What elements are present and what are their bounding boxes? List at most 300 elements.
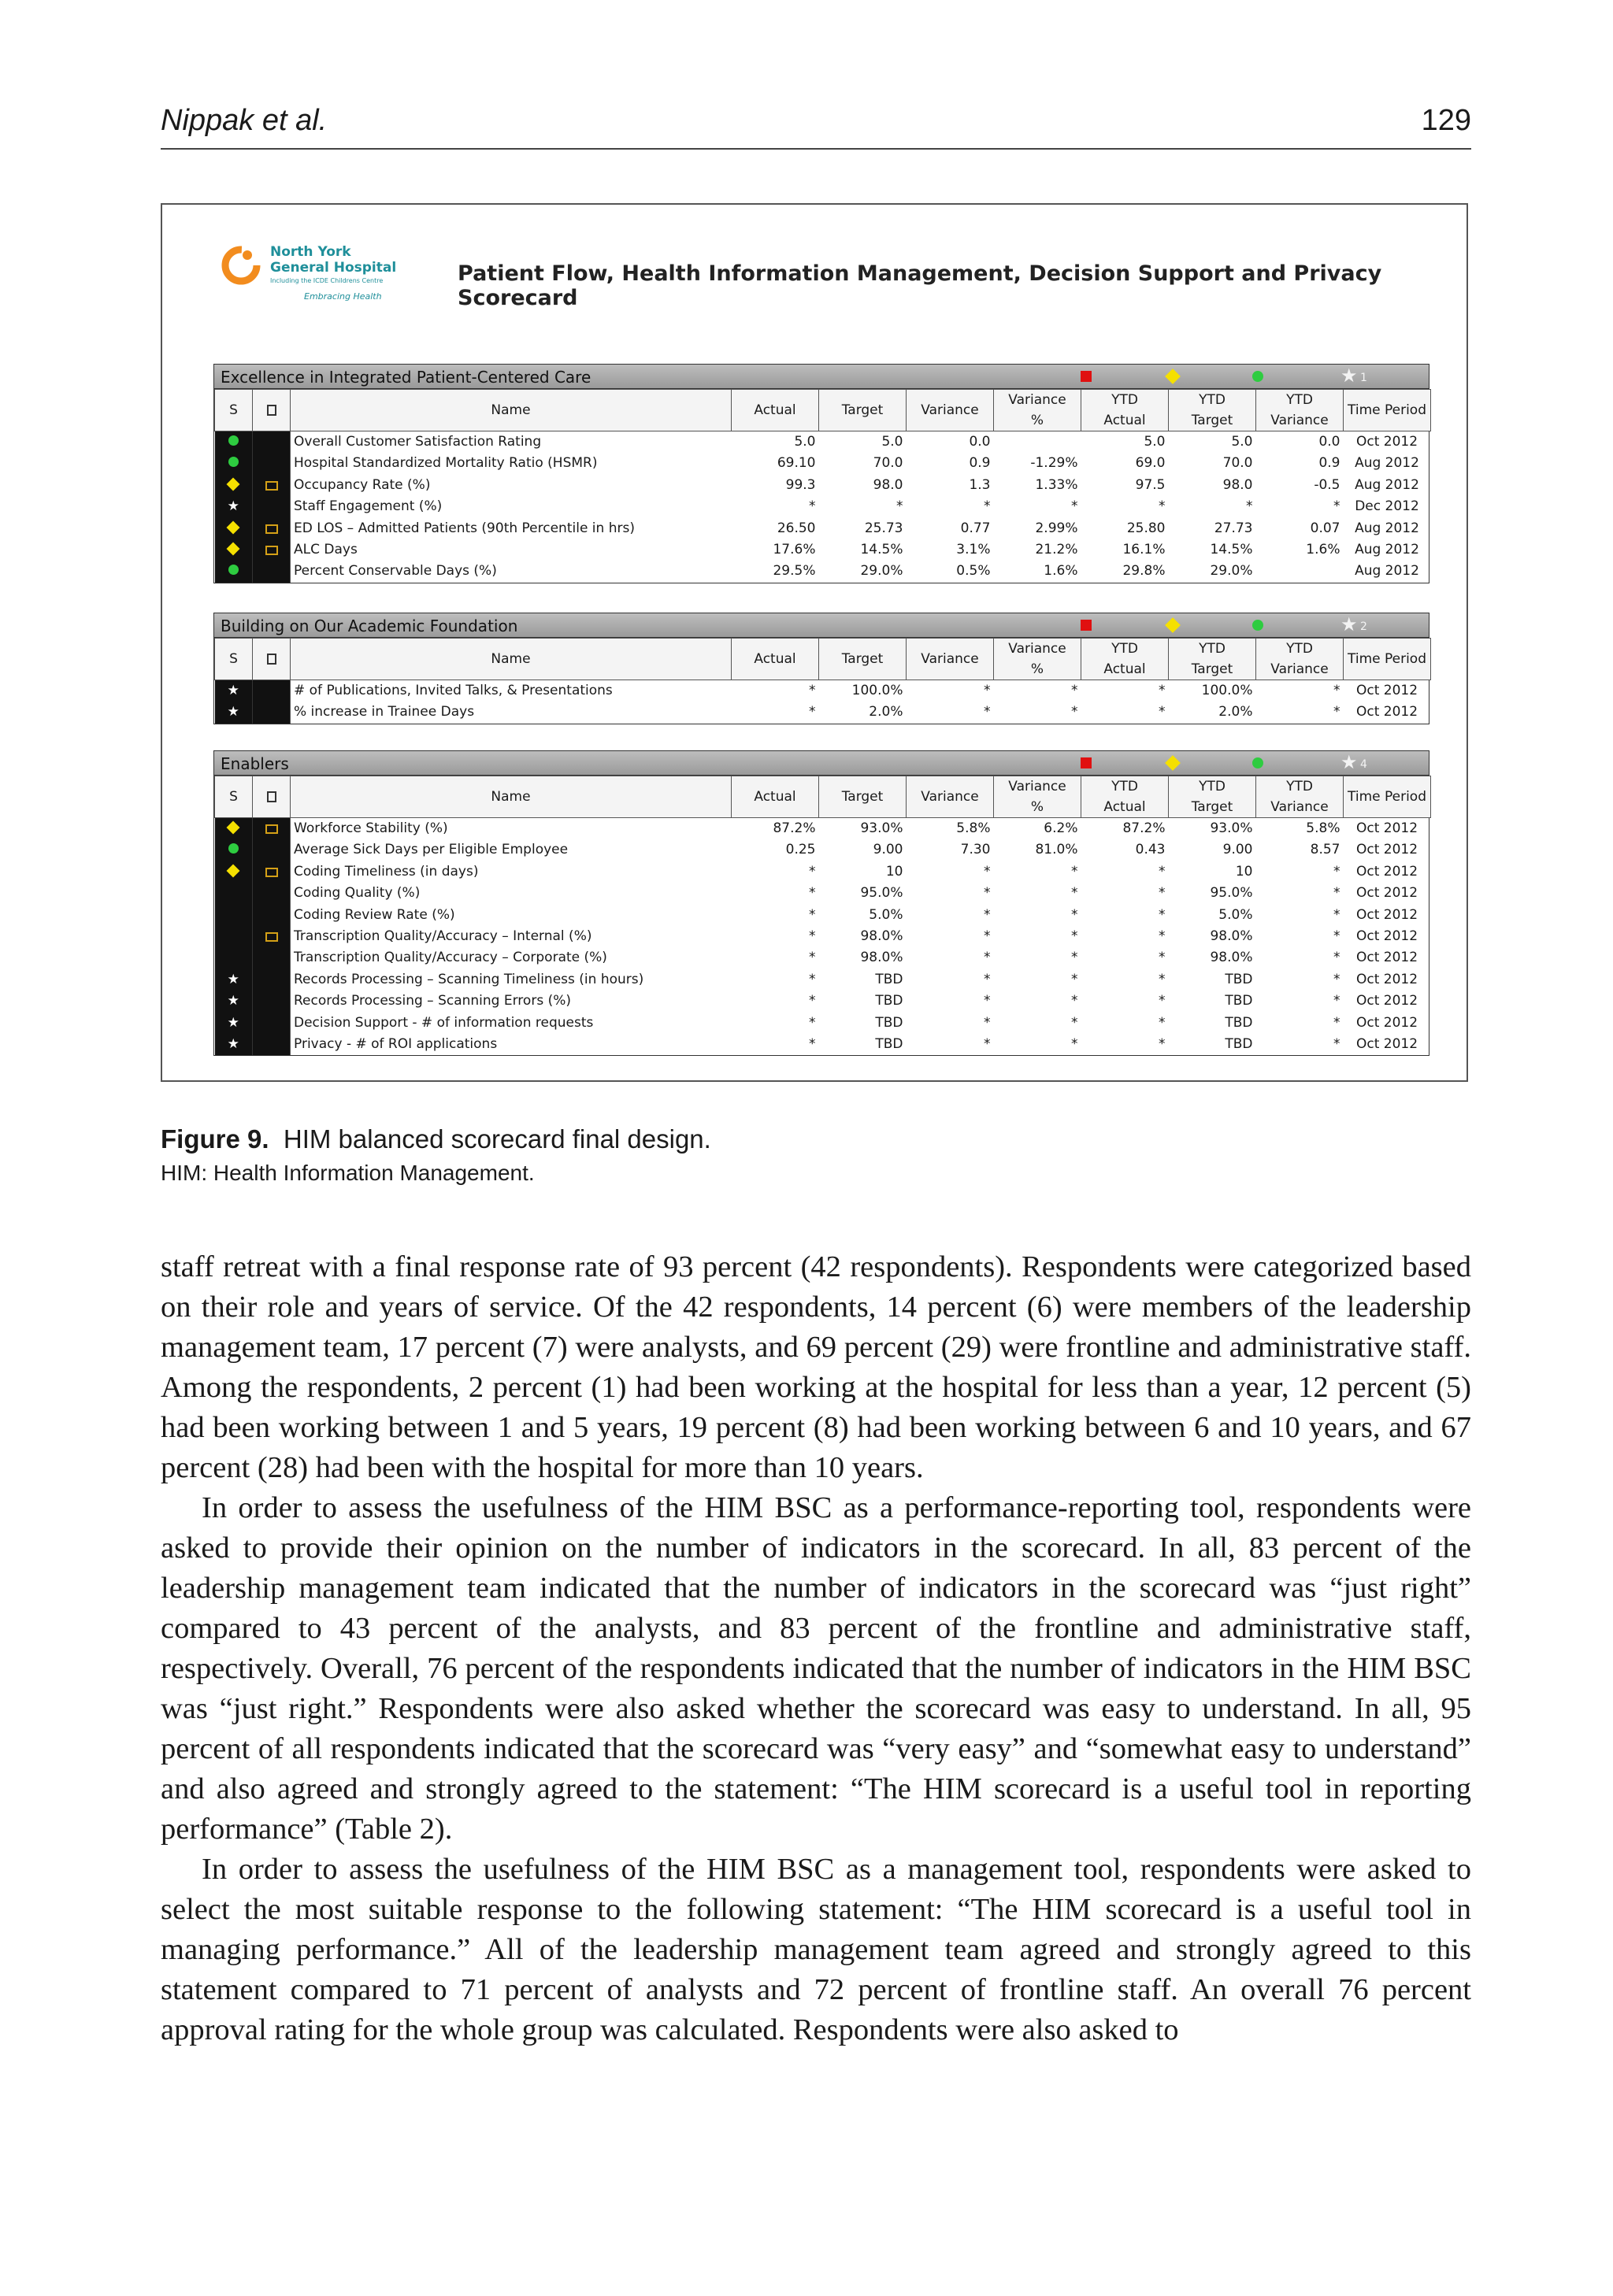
ytd-variance-value: * xyxy=(1333,950,1340,966)
ytd-actual-value: * xyxy=(1159,683,1166,698)
yellow-diamond-legend-icon xyxy=(1165,368,1181,384)
col-ytd-actual: YTD Actual xyxy=(1081,390,1169,431)
col-name: Name xyxy=(291,639,732,680)
document-icon xyxy=(265,824,278,834)
yellow-status-icon xyxy=(227,821,240,835)
doc-cell xyxy=(253,496,291,517)
section-header-bar xyxy=(214,751,1429,776)
ytd-variance-value: -0.5 xyxy=(1314,476,1340,493)
time-period-value: Oct 2012 xyxy=(1355,842,1418,858)
ytd-target-value: 95.0% xyxy=(1210,885,1253,902)
variance-pct-value: * xyxy=(1071,683,1078,698)
ytd-target-value: 5.0 xyxy=(1231,434,1253,450)
col-time-period: Time Period xyxy=(1344,776,1431,818)
col-variance-pct: Variance % xyxy=(994,776,1081,818)
actual-value: 5.0 xyxy=(794,434,816,450)
section-number: 2 xyxy=(1360,620,1367,633)
variance-value: 0.77 xyxy=(960,520,991,536)
table-row xyxy=(215,818,1431,840)
ytd-actual-value: 97.5 xyxy=(1135,476,1166,493)
ytd-target-value: 5.0% xyxy=(1218,906,1253,923)
header-rule xyxy=(161,148,1471,150)
col-ytd-actual: YTD Actual xyxy=(1081,639,1169,680)
indicator-name: Privacy - # of ROI applications xyxy=(291,1034,732,1055)
actual-value: * xyxy=(809,971,816,987)
status-cell xyxy=(215,496,253,517)
ytd-target-value: 100.0% xyxy=(1201,683,1253,698)
variance-pct-value xyxy=(994,431,1081,454)
target-value: TBD xyxy=(875,1014,903,1031)
actual-value: 99.3 xyxy=(785,476,816,493)
doc-cell xyxy=(253,518,291,539)
hospital-logo xyxy=(221,243,402,313)
table-row xyxy=(215,702,1431,723)
logo-subtitle: Including the ICDE Childrens Centre xyxy=(270,277,384,284)
time-period-value: Oct 2012 xyxy=(1355,704,1418,720)
status-cell xyxy=(215,702,253,723)
ytd-actual-value: 0.43 xyxy=(1135,842,1166,858)
ytd-target-value: TBD xyxy=(1225,971,1253,987)
target-value: 5.0% xyxy=(869,906,903,923)
target-value: 98.0% xyxy=(860,928,903,945)
green-circle-legend-icon xyxy=(1252,757,1263,768)
document-icon xyxy=(267,405,276,416)
time-period-value: Oct 2012 xyxy=(1355,971,1418,987)
target-value: * xyxy=(896,498,903,515)
variance-value: * xyxy=(984,885,991,902)
table-row xyxy=(215,1013,1431,1034)
ytd-actual-value: 5.0 xyxy=(1144,434,1166,450)
status-cell xyxy=(215,926,253,947)
document-icon xyxy=(267,791,276,802)
body-text xyxy=(161,1247,1471,2050)
actual-value: * xyxy=(809,993,816,1009)
actual-value: * xyxy=(809,885,816,902)
variance-pct-value: * xyxy=(1071,1036,1078,1053)
col-status: S xyxy=(215,776,253,818)
table-header-row xyxy=(215,776,1431,818)
table-row xyxy=(215,905,1431,926)
ytd-target-value: TBD xyxy=(1225,1036,1253,1053)
indicator-name: Occupancy Rate (%) xyxy=(291,475,732,496)
yellow-diamond-legend-icon xyxy=(1165,755,1181,771)
ytd-actual-value: * xyxy=(1159,704,1166,720)
col-ytd-target: YTD Target xyxy=(1169,390,1256,431)
indicator-name: % increase in Trainee Days xyxy=(291,702,732,723)
variance-value: 7.30 xyxy=(960,842,991,858)
section-title: Enablers xyxy=(221,754,289,773)
target-value: 70.0 xyxy=(873,455,903,472)
ytd-variance-value: * xyxy=(1333,906,1340,923)
time-period-value: Oct 2012 xyxy=(1355,928,1418,945)
target-value: 98.0% xyxy=(860,950,903,966)
ytd-actual-value: * xyxy=(1159,928,1166,945)
status-cell xyxy=(215,680,253,702)
ytd-actual-value: 87.2% xyxy=(1122,820,1166,836)
body-paragraph-2: In order to assess the usefulness of the HIM BSC as a performance-reporting tool, respondents were asked to provide their opinion on the number of indicators in the scorecard. In all, 83 percent of the leadership management team indicated that the number of indicators in the scorecard was “just right” compared to 43 percent of the analysts, and 83 percent of the frontline and administrative staff, respectively. Overall, 76 percent of the respondents indicated that the number of indicators in the HIM BSC was “just right.” Respondents were also asked whether the scorecard was easy to understand. In all, 95 percent of all respondents indicated that the scorecard was “very easy” and “somewhat easy to understand” and also agreed and strongly agreed to the statement: “The HIM scorecard is a useful tool in reporting performance” (Table 2). xyxy=(161,1491,1471,1846)
logo-tagline: Embracing Health xyxy=(304,291,382,302)
col-target: Target xyxy=(819,776,907,818)
actual-value: * xyxy=(809,863,816,880)
variance-pct-value: 81.0% xyxy=(1035,842,1078,858)
col-target: Target xyxy=(819,639,907,680)
status-cell xyxy=(215,818,253,840)
doc-cell xyxy=(253,947,291,968)
doc-cell xyxy=(253,991,291,1012)
ytd-target-value: * xyxy=(1246,498,1253,515)
document-icon xyxy=(265,868,278,877)
figure-label: Figure 9. xyxy=(161,1124,269,1154)
scorecard-section xyxy=(213,750,1429,1056)
target-value: 29.0% xyxy=(860,563,903,580)
ytd-target-value: TBD xyxy=(1225,1014,1253,1031)
status-cell xyxy=(215,947,253,968)
indicator-name: ED LOS – Admitted Patients (90th Percentile in hrs) xyxy=(291,518,732,539)
table-row xyxy=(215,1034,1431,1055)
status-cell xyxy=(215,518,253,539)
col-target: Target xyxy=(819,390,907,431)
red-square-legend-icon xyxy=(1081,757,1092,768)
running-head-authors: Nippak et al. xyxy=(161,104,328,137)
col-status: S xyxy=(215,390,253,431)
status-cell xyxy=(215,991,253,1012)
target-value: 25.73 xyxy=(864,520,903,536)
section-number: 1 xyxy=(1360,372,1367,384)
variance-pct-value: 6.2% xyxy=(1044,820,1078,836)
document-icon xyxy=(267,654,276,665)
variance-value: * xyxy=(984,993,991,1009)
status-cell xyxy=(215,453,253,474)
ytd-target-value: 93.0% xyxy=(1210,820,1253,836)
ytd-actual-value: 16.1% xyxy=(1122,542,1166,558)
ytd-variance-value: 0.07 xyxy=(1310,520,1340,536)
ytd-target-value: 9.00 xyxy=(1222,842,1253,858)
variance-value: * xyxy=(984,704,991,720)
ytd-target-value: 70.0 xyxy=(1222,455,1253,472)
scorecard-section xyxy=(213,613,1429,724)
target-value: TBD xyxy=(875,1036,903,1053)
indicator-name: Workforce Stability (%) xyxy=(291,818,732,840)
ytd-target-value: TBD xyxy=(1225,993,1253,1009)
ytd-actual-value: * xyxy=(1159,950,1166,966)
actual-value: * xyxy=(809,906,816,923)
table-row xyxy=(215,680,1431,702)
document-icon xyxy=(265,546,278,555)
status-cell xyxy=(215,561,253,582)
variance-pct-value: * xyxy=(1071,950,1078,966)
document-icon xyxy=(265,481,278,491)
variance-pct-value: * xyxy=(1071,1014,1078,1031)
doc-cell xyxy=(253,1013,291,1034)
green-status-icon xyxy=(228,457,239,467)
time-period-value: Oct 2012 xyxy=(1355,820,1418,836)
table-row xyxy=(215,431,1431,454)
logo-name-line2: General Hospital xyxy=(270,260,397,276)
doc-cell xyxy=(253,702,291,723)
col-name: Name xyxy=(291,390,732,431)
doc-cell xyxy=(253,839,291,861)
star-status-icon: ★ xyxy=(227,704,239,720)
ytd-variance-value: * xyxy=(1333,1036,1340,1053)
time-period-value: Aug 2012 xyxy=(1355,520,1419,536)
target-value: 14.5% xyxy=(860,542,903,558)
body-paragraph-3: In order to assess the usefulness of the HIM BSC as a management tool, respondents were asked to select the most suitable response to the following statement: “The HIM scorecard is a useful tool in managing performance.” All of the leadership management team agreed and strongly agreed to this statement compared to 71 percent of analysts and 72 percent of frontline staff. An overall 76 percent approval rating for the whole group was calculated. Respondents were also asked to xyxy=(161,1853,1471,2046)
table-row xyxy=(215,496,1431,517)
table-row xyxy=(215,947,1431,968)
time-period-value: Oct 2012 xyxy=(1355,863,1418,880)
time-period-value: Aug 2012 xyxy=(1355,542,1419,558)
document-icon xyxy=(265,932,278,942)
table-row xyxy=(215,561,1431,582)
doc-cell xyxy=(253,475,291,496)
star-legend-icon: ★ xyxy=(1340,751,1358,773)
section-number: 4 xyxy=(1360,758,1367,771)
variance-value: * xyxy=(984,683,991,698)
target-value: 93.0% xyxy=(860,820,903,836)
actual-value: * xyxy=(809,704,816,720)
target-value: TBD xyxy=(875,971,903,987)
ytd-target-value: 98.0% xyxy=(1210,928,1253,945)
indicator-name: Records Processing – Scanning Errors (%) xyxy=(291,991,732,1012)
table-row xyxy=(215,926,1431,947)
ytd-variance-value: * xyxy=(1333,971,1340,987)
time-period-value: Aug 2012 xyxy=(1355,476,1419,493)
ytd-target-value: 98.0% xyxy=(1210,950,1253,966)
actual-value: * xyxy=(809,1036,816,1053)
ytd-variance-value: * xyxy=(1333,885,1340,902)
col-variance-pct: Variance % xyxy=(994,390,1081,431)
star-status-icon: ★ xyxy=(227,683,239,698)
time-period-value: Oct 2012 xyxy=(1355,683,1418,698)
col-actual: Actual xyxy=(732,639,819,680)
doc-cell xyxy=(253,1034,291,1055)
star-status-icon: ★ xyxy=(227,971,239,987)
col-doc xyxy=(253,390,291,431)
yellow-status-icon xyxy=(227,477,240,491)
status-cell xyxy=(215,969,253,991)
green-status-icon xyxy=(228,843,239,854)
variance-value: 0.0 xyxy=(969,434,991,450)
col-ytd-variance: YTD Variance xyxy=(1256,639,1344,680)
section-header-bar xyxy=(214,613,1429,638)
ytd-variance-value: 1.6% xyxy=(1306,542,1340,558)
actual-value: * xyxy=(809,498,816,515)
scorecard-table xyxy=(214,638,1431,724)
star-status-icon: ★ xyxy=(227,1036,239,1053)
variance-value: 0.9 xyxy=(969,455,991,472)
ytd-variance-value xyxy=(1256,561,1344,582)
table-row xyxy=(215,518,1431,539)
ytd-target-value: 98.0 xyxy=(1222,476,1253,493)
ytd-variance-value: 5.8% xyxy=(1306,820,1340,836)
actual-value: 29.5% xyxy=(773,563,816,580)
doc-cell xyxy=(253,969,291,991)
ytd-actual-value: * xyxy=(1159,1014,1166,1031)
time-period-value: Oct 2012 xyxy=(1355,1014,1418,1031)
status-cell xyxy=(215,1013,253,1034)
target-value: 5.0 xyxy=(881,434,903,450)
table-row xyxy=(215,991,1431,1012)
table-row xyxy=(215,453,1431,474)
variance-pct-value: -1.29% xyxy=(1030,455,1078,472)
status-cell xyxy=(215,539,253,561)
time-period-value: Oct 2012 xyxy=(1355,993,1418,1009)
time-period-value: Oct 2012 xyxy=(1355,1036,1418,1053)
red-square-legend-icon xyxy=(1081,371,1092,382)
yellow-status-icon xyxy=(227,543,240,556)
col-time-period: Time Period xyxy=(1344,390,1431,431)
time-period-value: Aug 2012 xyxy=(1355,563,1419,580)
col-variance: Variance xyxy=(907,639,994,680)
ytd-variance-value: 0.0 xyxy=(1318,434,1340,450)
variance-value: * xyxy=(984,498,991,515)
variance-value: 3.1% xyxy=(956,542,991,558)
star-legend-icon: ★ xyxy=(1340,613,1358,635)
target-value: 100.0% xyxy=(851,683,903,698)
col-time-period: Time Period xyxy=(1344,639,1431,680)
time-period-value: Dec 2012 xyxy=(1355,498,1419,515)
variance-value: 5.8% xyxy=(956,820,991,836)
doc-cell xyxy=(253,861,291,883)
time-period-value: Aug 2012 xyxy=(1355,455,1419,472)
body-paragraph-1: staff retreat with a final response rate of 93 percent (42 respondents). Respondents were categorized based on their role and years of service. Of the 42 respondents, 14 percent (6) were members of the leadership management team, 17 percent (7) were analysts, and 69 percent (29) were frontline and administrative staff. Among the respondents, 2 percent (1) had been working at the hospital for less than a year, 12 percent (5) had been working between 1 and 5 years, 19 percent (8) had been working between 6 and 10 years, and 67 percent (28) had been with the hospital for more than 10 years. xyxy=(161,1250,1471,1484)
actual-value: 69.10 xyxy=(777,455,816,472)
col-ytd-target: YTD Target xyxy=(1169,776,1256,818)
section-header-bar xyxy=(214,365,1429,389)
status-cell xyxy=(215,1034,253,1055)
table-row xyxy=(215,475,1431,496)
indicator-name: Hospital Standardized Mortality Ratio (HSMR) xyxy=(291,453,732,474)
col-status: S xyxy=(215,639,253,680)
indicator-name: Transcription Quality/Accuracy – Internal (%) xyxy=(291,926,732,947)
ytd-target-value: 10 xyxy=(1235,863,1253,880)
ytd-actual-value: 69.0 xyxy=(1135,455,1166,472)
table-header-row xyxy=(215,390,1431,431)
section-title: Excellence in Integrated Patient-Centered Care xyxy=(221,368,591,387)
target-value: 9.00 xyxy=(873,842,903,858)
ytd-variance-value: * xyxy=(1333,993,1340,1009)
scorecard-figure xyxy=(161,203,1468,1082)
star-legend-icon: ★ xyxy=(1340,365,1358,387)
page-number: 129 xyxy=(1421,104,1471,137)
doc-cell xyxy=(253,883,291,904)
ytd-target-value: 27.73 xyxy=(1214,520,1253,536)
indicator-name: Coding Quality (%) xyxy=(291,883,732,904)
doc-cell xyxy=(253,818,291,840)
ytd-actual-value: * xyxy=(1159,971,1166,987)
ytd-actual-value: * xyxy=(1159,863,1166,880)
indicator-name: Average Sick Days per Eligible Employee xyxy=(291,839,732,861)
status-cell xyxy=(215,905,253,926)
target-value: 2.0% xyxy=(869,704,903,720)
variance-value: 0.5% xyxy=(956,563,991,580)
variance-pct-value: * xyxy=(1071,971,1078,987)
col-actual: Actual xyxy=(732,390,819,431)
table-row xyxy=(215,839,1431,861)
actual-value: 26.50 xyxy=(777,520,816,536)
yellow-status-icon xyxy=(227,864,240,877)
scorecard-table xyxy=(214,389,1431,583)
indicator-name: # of Publications, Invited Talks, & Presentations xyxy=(291,680,732,702)
ytd-variance-value: * xyxy=(1333,928,1340,945)
variance-pct-value: 21.2% xyxy=(1035,542,1078,558)
ytd-actual-value: * xyxy=(1159,498,1166,515)
doc-cell xyxy=(253,680,291,702)
yellow-diamond-legend-icon xyxy=(1165,617,1181,633)
ytd-variance-value: * xyxy=(1333,683,1340,698)
ytd-variance-value: 0.9 xyxy=(1318,455,1340,472)
ytd-variance-value: * xyxy=(1333,498,1340,515)
indicator-name: Overall Customer Satisfaction Rating xyxy=(291,431,732,454)
actual-value: 0.25 xyxy=(785,842,816,858)
ytd-actual-value: * xyxy=(1159,906,1166,923)
ytd-target-value: 29.0% xyxy=(1210,563,1253,580)
table-header-row xyxy=(215,639,1431,680)
logo-name xyxy=(270,244,396,276)
col-doc xyxy=(253,776,291,818)
ytd-actual-value: * xyxy=(1159,1036,1166,1053)
variance-value: * xyxy=(984,928,991,945)
ytd-variance-value: * xyxy=(1333,1014,1340,1031)
col-actual: Actual xyxy=(732,776,819,818)
indicator-name: Coding Review Rate (%) xyxy=(291,905,732,926)
ytd-actual-value: 25.80 xyxy=(1126,520,1166,536)
status-cell xyxy=(215,839,253,861)
doc-cell xyxy=(253,926,291,947)
col-name: Name xyxy=(291,776,732,818)
green-status-icon xyxy=(228,565,239,575)
green-status-icon xyxy=(228,435,239,446)
figure-caption-text: HIM balanced scorecard final design. xyxy=(283,1124,711,1154)
variance-value: 1.3 xyxy=(969,476,991,493)
variance-value: * xyxy=(984,906,991,923)
green-circle-legend-icon xyxy=(1252,371,1263,382)
status-cell xyxy=(215,861,253,883)
col-ytd-variance: YTD Variance xyxy=(1256,776,1344,818)
actual-value: * xyxy=(809,950,816,966)
indicator-name: Coding Timeliness (in days) xyxy=(291,861,732,883)
scorecard-table xyxy=(214,776,1431,1055)
time-period-value: Oct 2012 xyxy=(1355,885,1418,902)
variance-value: * xyxy=(984,1036,991,1053)
col-variance: Variance xyxy=(907,390,994,431)
target-value: 10 xyxy=(885,863,903,880)
scorecard-section xyxy=(213,364,1429,583)
time-period-value: Oct 2012 xyxy=(1355,434,1418,450)
doc-cell xyxy=(253,561,291,582)
ytd-target-value: 14.5% xyxy=(1210,542,1253,558)
variance-value: * xyxy=(984,950,991,966)
doc-cell xyxy=(253,905,291,926)
actual-value: 87.2% xyxy=(773,820,816,836)
star-status-icon: ★ xyxy=(227,498,239,515)
variance-pct-value: * xyxy=(1071,993,1078,1009)
table-row xyxy=(215,861,1431,883)
doc-cell xyxy=(253,539,291,561)
variance-pct-value: 1.6% xyxy=(1044,563,1078,580)
indicator-name: Transcription Quality/Accuracy – Corporate (%) xyxy=(291,947,732,968)
variance-pct-value: 2.99% xyxy=(1035,520,1078,536)
indicator-name: ALC Days xyxy=(291,539,732,561)
status-cell xyxy=(215,883,253,904)
variance-pct-value: * xyxy=(1071,885,1078,902)
doc-cell xyxy=(253,453,291,474)
col-variance-pct: Variance % xyxy=(994,639,1081,680)
section-title: Building on Our Academic Foundation xyxy=(221,617,518,635)
time-period-value: Oct 2012 xyxy=(1355,950,1418,966)
indicator-name: Records Processing – Scanning Timeliness (in hours) xyxy=(291,969,732,991)
star-status-icon: ★ xyxy=(227,993,239,1009)
